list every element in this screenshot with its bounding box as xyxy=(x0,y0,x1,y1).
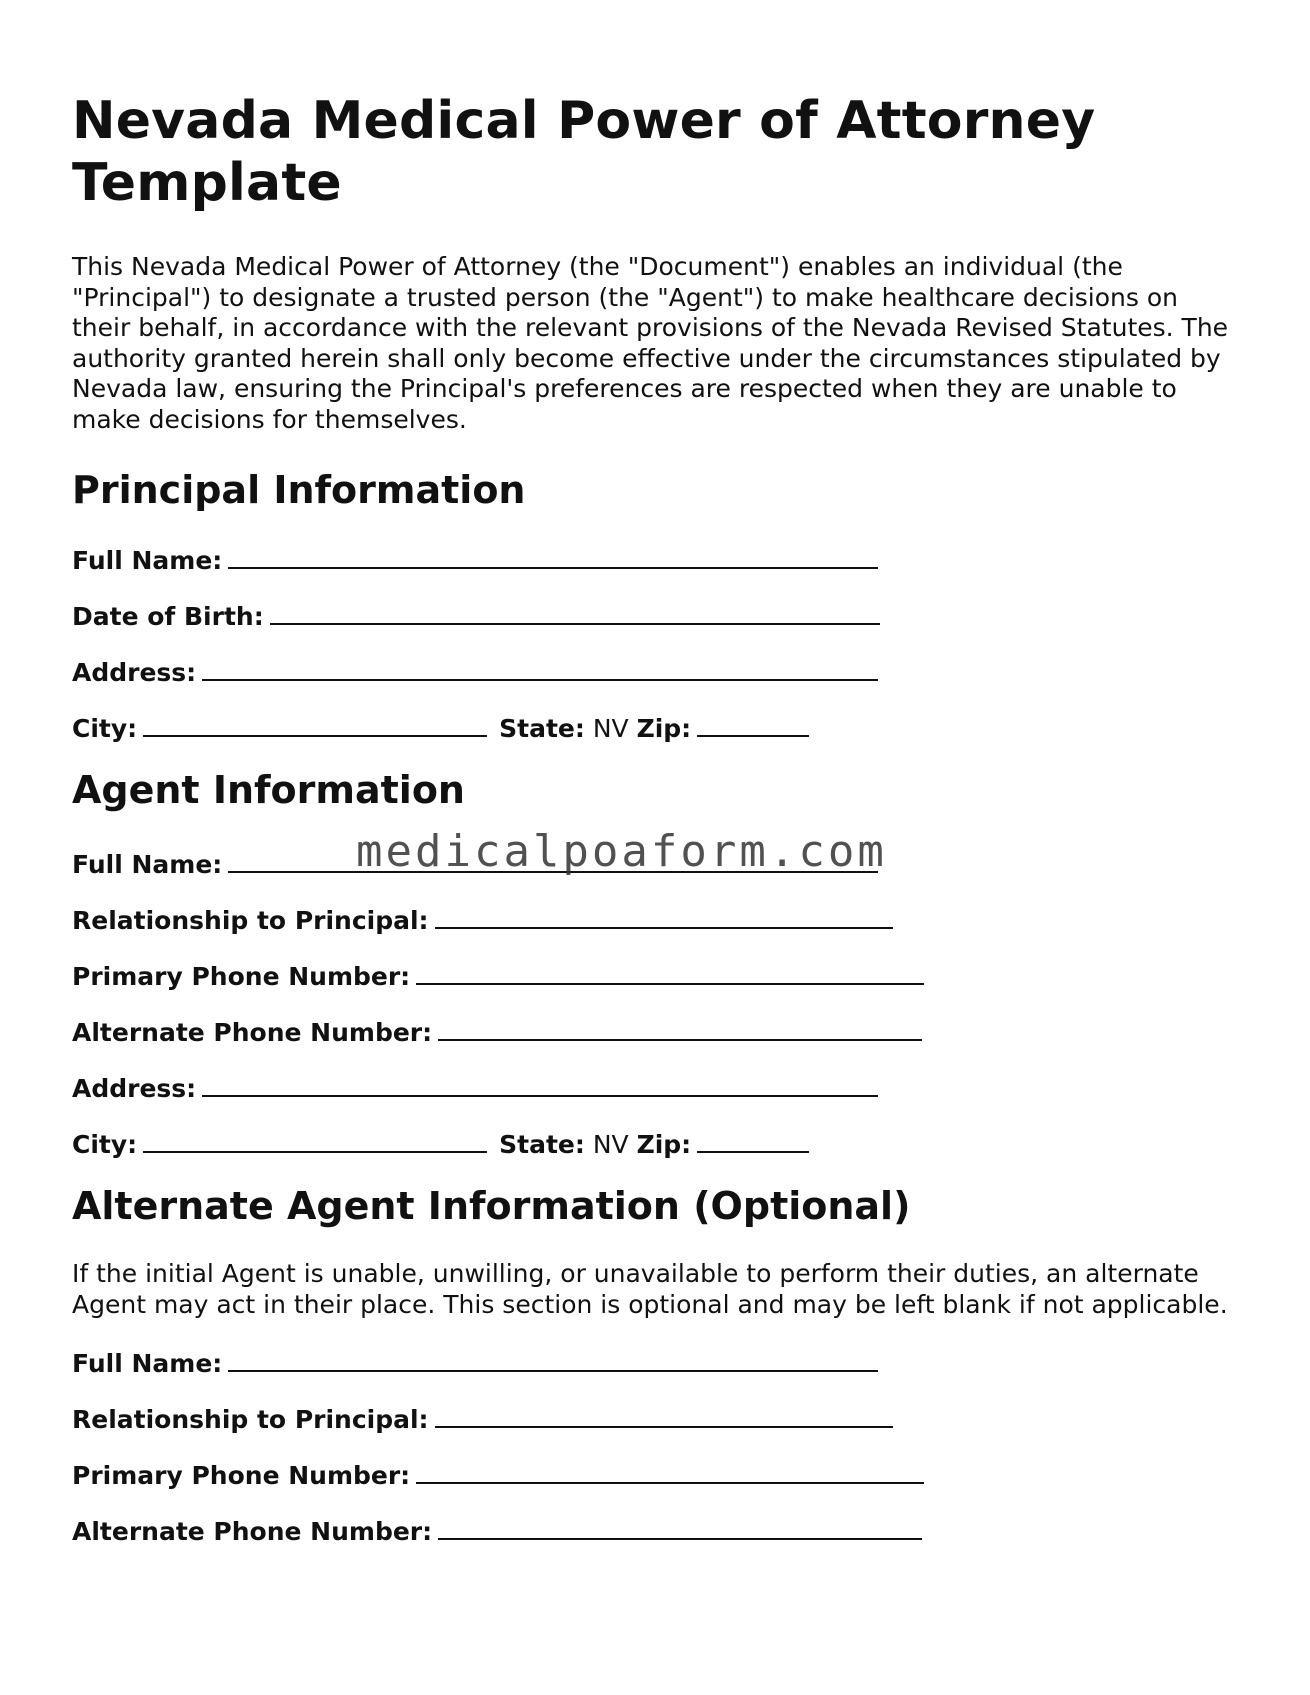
agent-address-field[interactable] xyxy=(202,1071,878,1097)
watermark-text: medicalpoaform.com xyxy=(356,826,887,877)
alternate-agent-description: If the initial Agent is unable, unwilling, or unavailable to perform their duties, an alternate Agent may act in their place. This section is optional and may be left blank if not applicable. xyxy=(72,1259,1228,1319)
principal-city-label: City: xyxy=(72,714,138,743)
agent-relationship-label: Relationship to Principal: xyxy=(72,906,429,935)
alt-agent-full-name-field[interactable] xyxy=(228,1346,878,1372)
principal-address-label: Address: xyxy=(72,658,197,687)
alt-agent-full-name-row xyxy=(72,1346,1242,1376)
agent-relationship-row xyxy=(72,903,1242,933)
principal-address-field[interactable] xyxy=(202,655,878,681)
principal-heading: Principal Information xyxy=(72,468,526,512)
agent-state-value: NV xyxy=(592,1130,629,1159)
alt-agent-alternate-phone-label: Alternate Phone Number: xyxy=(72,1517,433,1546)
principal-state-label: State: xyxy=(499,714,585,743)
agent-zip-label: Zip: xyxy=(636,1130,692,1159)
agent-city-label: City: xyxy=(72,1130,138,1159)
alt-agent-relationship-label: Relationship to Principal: xyxy=(72,1405,429,1434)
agent-alternate-phone-field[interactable] xyxy=(438,1015,922,1041)
agent-address-label: Address: xyxy=(72,1074,197,1103)
principal-address-row xyxy=(72,655,1242,685)
principal-city-row xyxy=(72,711,1242,741)
principal-dob-row xyxy=(72,599,1242,629)
alternate-agent-heading: Alternate Agent Information (Optional) xyxy=(72,1184,911,1228)
agent-heading: Agent Information xyxy=(72,768,465,812)
alt-agent-alternate-phone-field[interactable] xyxy=(438,1514,922,1540)
principal-full-name-row xyxy=(72,543,1242,573)
alt-agent-relationship-field[interactable] xyxy=(435,1402,893,1428)
intro-paragraph: This Nevada Medical Power of Attorney (the "Document") enables an individual (the "Principal") to designate a trusted person (the "Agent") to make healthcare decisions on their behalf, in accordance with the relevant provisions of the Nevada Revised Statutes. The authority granted herein shall only become effective under the circumstances stipulated by Nevada law, ensuring the Principal's preferences are respected when they are unable to make decisions for themselves. xyxy=(72,252,1229,434)
document-page xyxy=(72,90,1242,1544)
agent-primary-phone-row xyxy=(72,959,1242,989)
principal-state-value: NV xyxy=(592,714,629,743)
alt-agent-primary-phone-field[interactable] xyxy=(416,1458,924,1484)
agent-state-label: State: xyxy=(499,1130,585,1159)
principal-zip-field[interactable] xyxy=(697,711,809,737)
document-title: Nevada Medical Power of Attorney Template xyxy=(72,91,1096,213)
agent-primary-phone-label: Primary Phone Number: xyxy=(72,962,411,991)
agent-city-field[interactable] xyxy=(143,1127,487,1153)
alt-agent-relationship-row xyxy=(72,1402,1242,1432)
alt-agent-primary-phone-row xyxy=(72,1458,1242,1488)
alt-agent-primary-phone-label: Primary Phone Number: xyxy=(72,1461,411,1490)
agent-full-name-label: Full Name: xyxy=(72,850,223,879)
principal-full-name-label: Full Name: xyxy=(72,546,223,575)
agent-relationship-field[interactable] xyxy=(435,903,893,929)
agent-address-row xyxy=(72,1071,1242,1101)
agent-alternate-phone-row xyxy=(72,1015,1242,1045)
principal-city-field[interactable] xyxy=(143,711,487,737)
agent-primary-phone-field[interactable] xyxy=(416,959,924,985)
agent-city-row xyxy=(72,1127,1242,1157)
principal-dob-label: Date of Birth: xyxy=(72,602,264,631)
principal-full-name-field[interactable] xyxy=(228,543,878,569)
alt-agent-alternate-phone-row xyxy=(72,1514,1242,1544)
agent-alternate-phone-label: Alternate Phone Number: xyxy=(72,1018,433,1047)
alt-agent-full-name-label: Full Name: xyxy=(72,1349,223,1378)
agent-zip-field[interactable] xyxy=(697,1127,809,1153)
principal-dob-field[interactable] xyxy=(270,599,880,625)
principal-zip-label: Zip: xyxy=(636,714,692,743)
